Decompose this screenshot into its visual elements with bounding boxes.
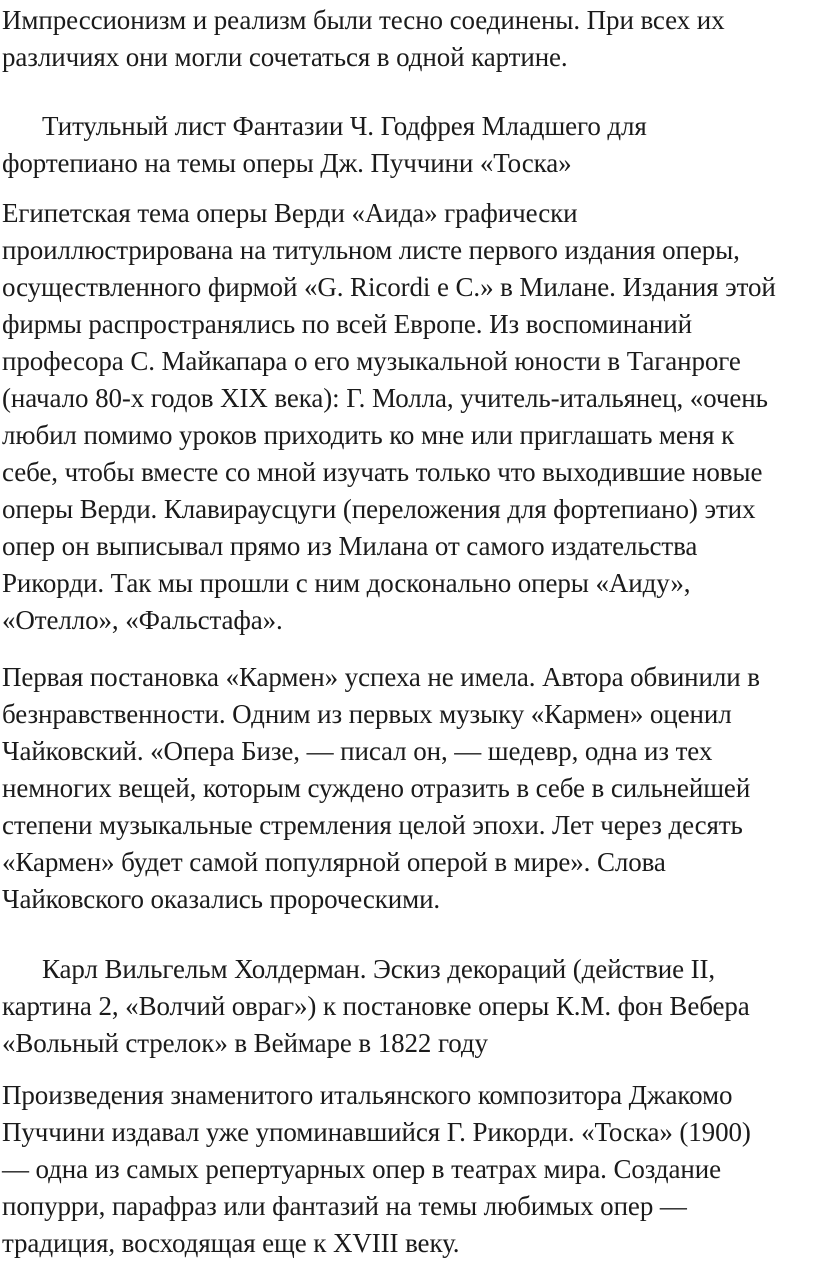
text-line: «Вольный стрелок» в Веймаре в 1822 году: [2, 1028, 488, 1058]
text-line: любил помимо уроков приходить ко мне или приглашать меня к: [2, 420, 735, 450]
text-line: Египетская тема оперы Верди «Аида» графически: [2, 198, 578, 228]
paragraph-carmen: [2, 659, 814, 918]
text-line: опер он выписывал прямо из Милана от самого издательства: [2, 531, 698, 561]
text-line: Импрессионизм и реализм были тесно соединены. При всех их: [2, 5, 725, 35]
text-line: различиях они могли сочетаться в одной картине.: [2, 42, 568, 72]
text-line: (начало 80-х годов XIX века): Г. Молла, учитель-итальянец, «очень: [2, 383, 768, 413]
paragraph-aida: [2, 195, 814, 639]
text-line: Произведения знаменитого итальянского композитора Джакомо: [2, 1080, 733, 1110]
text-line: професора С. Майкапара о его музыкальной юности в Таганроге: [2, 346, 741, 376]
text-line: безнравственности. Одним из первых музыку «Кармен» оценил: [2, 699, 732, 729]
paragraph-impressionism: [2, 2, 814, 76]
paragraph-puccini: [2, 1077, 814, 1262]
text-line: осуществленного фирмой «G. Ricordi e C.» в Милане. Издания этой: [2, 272, 776, 302]
text-line: Титульный лист Фантазии Ч. Годфрея Младшего для: [42, 111, 647, 141]
text-line: немногих вещей, которым суждено отразить в себе в сильнейшей: [2, 773, 751, 803]
text-line: картина 2, «Волчий овраг») к постановке оперы К.М. фон Вебера: [2, 991, 750, 1021]
text-line: проиллюстрирована на титульном листе первого издания оперы,: [2, 235, 740, 265]
text-line: себе, чтобы вместе со мной изучать только что выходившие новые: [2, 457, 763, 487]
text-line: фортепиано на темы оперы Дж. Пуччини «Тоска»: [2, 148, 572, 178]
text-line: «Кармен» будет самой популярной оперой в мире». Слова: [2, 847, 666, 877]
text-line: — одна из самых репертуарных опер в театрах мира. Создание: [2, 1154, 721, 1184]
caption-tosca-title-page: [2, 108, 814, 182]
text-line: Первая постановка «Кармен» успеха не имела. Автора обвинили в: [2, 662, 760, 692]
text-line: фирмы распространялись по всей Европе. Из воспоминаний: [2, 309, 692, 339]
text-line: Карл Вильгельм Холдерман. Эскиз декораций (действие II,: [42, 954, 716, 984]
text-line: «Отелло», «Фальстафа».: [2, 605, 283, 635]
text-line: попурри, парафраз или фантазий на темы любимых опер —: [2, 1191, 687, 1221]
text-line: Пуччини издавал уже упоминавшийся Г. Рикорди. «Тоска» (1900): [2, 1117, 751, 1147]
text-line: Чайковского оказались пророческими.: [2, 884, 441, 914]
text-line: Чайковский. «Опера Бизе, — писал он, — шедевр, одна из тех: [2, 736, 713, 766]
text-line: оперы Верди. Клавираусцуги (переложения для фортепиано) этих: [2, 494, 756, 524]
text-line: степени музыкальные стремления целой эпохи. Лет через десять: [2, 810, 743, 840]
caption-freischutz-sketch: [2, 951, 814, 1062]
text-line: Рикорди. Так мы прошли с ним досконально оперы «Аиду»,: [2, 568, 691, 598]
text-line: традиция, восходящая еще к XVIII веку.: [2, 1228, 460, 1258]
